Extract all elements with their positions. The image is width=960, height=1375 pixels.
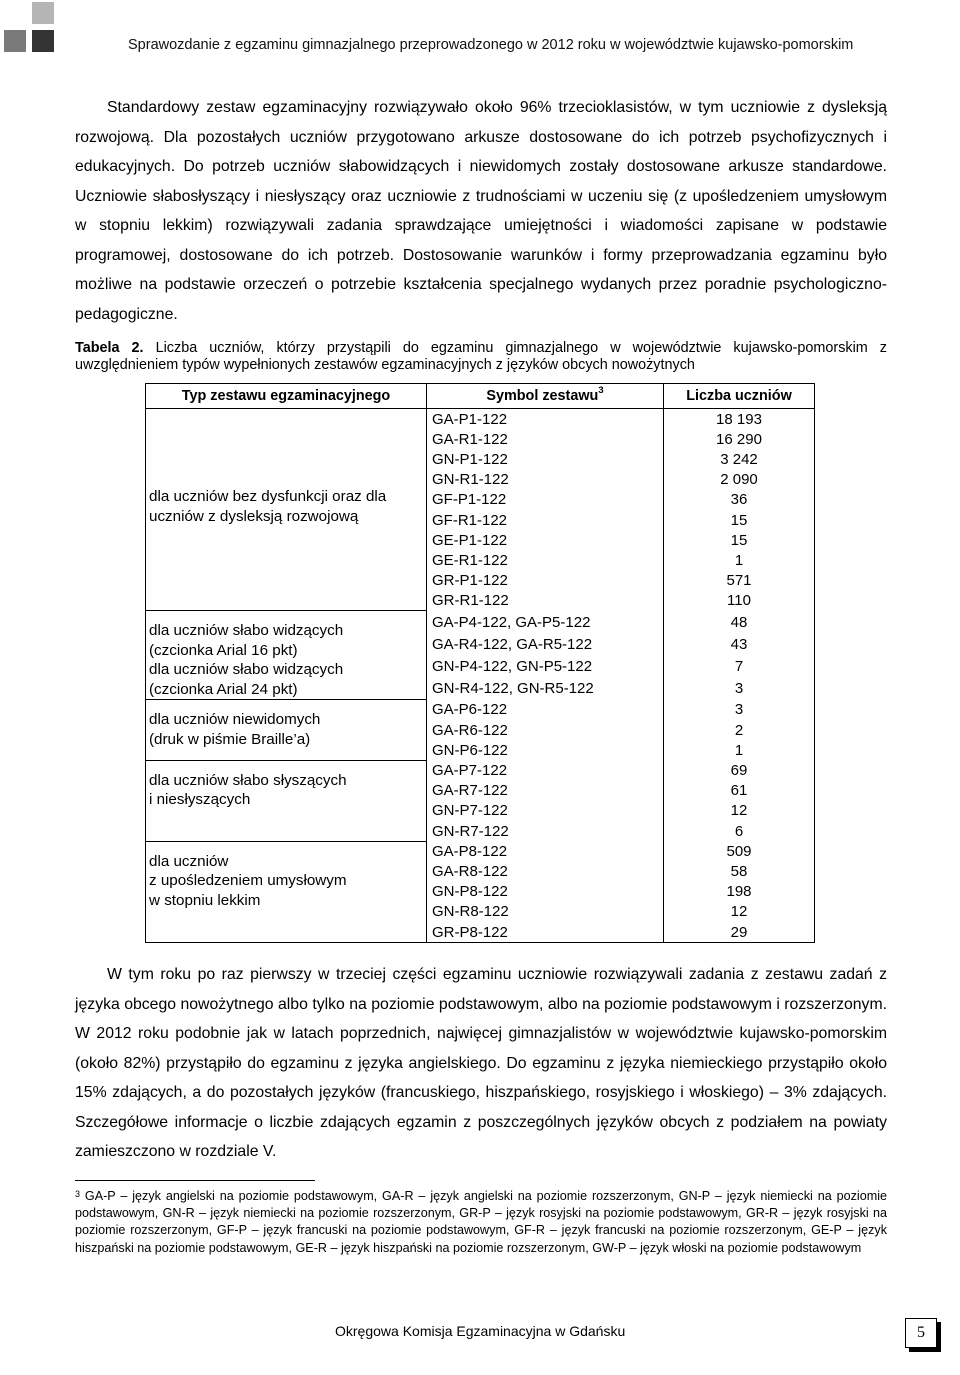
count-cell: 12 <box>664 801 815 821</box>
symbol-cell: GN-P8-122 <box>427 882 664 902</box>
type-cell <box>146 611 427 700</box>
symbol-cell: GA-P1-122 <box>427 409 664 430</box>
intro-paragraph-text: Standardowy zestaw egzaminacyjny rozwiązywało około 96% trzecioklasistów, w tym uczniowie z dysleksją rozwojową. Dla pozostałych uczniów przygotowano arkusze dostosowane do ich potrzeb psychofizycznych i edukacyjnych. Do potrzeb uczniów słabowidzących i niewidomych zostały dostosowane arkusze standardowe. Uczniowie słabosłyszący i niesłyszący oraz uczniowie z trudnościami w uczeniu się (z upośledzeniem umysłowym w stopniu lekkim) rozwiązywali zadania sprawdzające umiejętności i wiadomości zapisane w podstawie programowej, dostosowane do ich potrzeb. Dostosowanie warunków i formy przeprowadzania egzaminu było możliwe na podstawie orzeczeń o potrzebie kształcenia specjalnego wydanych przez poradnie psychologiczno-pedagogiczne. <box>75 99 887 323</box>
symbol-cell: GA-R8-122 <box>427 861 664 881</box>
type-cell-line: (czcionka Arial 16 pkt) <box>149 641 298 659</box>
symbol-cell: GA-R1-122 <box>427 429 664 449</box>
count-cell: 61 <box>664 781 815 801</box>
count-cell: 43 <box>664 633 815 655</box>
table-row <box>146 611 815 633</box>
count-cell: 12 <box>664 902 815 922</box>
type-cell-line: (czcionka Arial 24 pkt) <box>149 680 298 698</box>
table-body <box>146 409 815 943</box>
language-paragraph-text: W tym roku po raz pierwszy w trzeciej części egzaminu uczniowie rozwiązywali zadania z zestawu zadań z języka obcego nowożytnego albo tylko na poziomie podstawowym, albo na poziomie podstawowym i rozszerzonym. W 2012 roku podobnie jak w latach poprzednich, najwięcej gimnazjalistów w województwie kujawsko-pomorskim (około 82%) przystąpiło do egzaminu z języka angielskiego. Do egzaminu z języka niemieckiego przystąpiło około 15% zdających, a do pozostałych języków (francuskiego, hiszpańskiego, rosyjskiego i włoskiego) – 3% zdających. Szczegółowe informacje o liczbie zdających egzamin z poszczególnych języków obcych z podziałem na powiaty zamieszczono w rozdziale V. <box>75 966 887 1160</box>
symbol-cell: GA-P4-122, GA-P5-122 <box>427 611 664 633</box>
type-cell-line: dla uczniów słabo widzących <box>149 622 344 640</box>
count-cell: 16 290 <box>664 429 815 449</box>
type-cell <box>146 760 427 841</box>
type-cell-line: w stopniu lekkim <box>149 891 261 909</box>
type-cell <box>146 409 427 611</box>
symbol-cell: GN-R7-122 <box>427 821 664 841</box>
type-cell-line: dla uczniów <box>149 852 229 870</box>
symbol-cell: GN-R4-122, GN-R5-122 <box>427 678 664 700</box>
symbol-cell: GN-P6-122 <box>427 740 664 760</box>
count-cell: 48 <box>664 611 815 633</box>
type-cell-lines <box>149 621 423 699</box>
count-cell: 571 <box>664 571 815 591</box>
table-row <box>146 700 815 720</box>
type-cell-line: dla uczniów słabo widzących <box>149 661 344 679</box>
count-cell: 29 <box>664 922 815 943</box>
table-header-row <box>146 384 815 409</box>
symbol-cell: GN-P4-122, GN-P5-122 <box>427 655 664 677</box>
symbol-cell: GN-P7-122 <box>427 801 664 821</box>
type-cell-line: (druk w piśmie Braille’a) <box>149 730 311 748</box>
count-cell: 3 242 <box>664 449 815 469</box>
symbol-cell: GR-P1-122 <box>427 571 664 591</box>
page-header-title: Sprawozdanie z egzaminu gimnazjalnego przeprowadzonego w 2012 roku w województwie kujawsko-pomorskim <box>128 37 854 53</box>
count-cell: 18 193 <box>664 409 815 430</box>
table-row <box>146 409 815 430</box>
symbol-cell: GE-R1-122 <box>427 550 664 570</box>
symbol-cell: GF-R1-122 <box>427 510 664 530</box>
count-cell: 2 <box>664 720 815 740</box>
symbol-cell: GN-P1-122 <box>427 449 664 469</box>
count-cell: 3 <box>664 700 815 720</box>
count-cell: 36 <box>664 490 815 510</box>
symbol-cell: GA-R6-122 <box>427 720 664 740</box>
type-cell-line: dla uczniów słabo słyszących <box>149 771 347 789</box>
count-cell: 110 <box>664 591 815 611</box>
page-number: 5 <box>905 1318 937 1348</box>
symbol-cell: GR-P8-122 <box>427 922 664 943</box>
count-cell: 1 <box>664 550 815 570</box>
footer-institution: Okręgowa Komisja Egzaminacyjna w Gdańsku <box>335 1323 626 1339</box>
symbol-cell: GA-P7-122 <box>427 760 664 780</box>
footnote-marker: 3 <box>75 1189 81 1199</box>
footnote-ref: 3 <box>598 385 604 396</box>
symbol-cell: GA-P6-122 <box>427 700 664 720</box>
type-cell-line: dla uczniów bez dysfunkcji oraz dla uczniów z dysleksją rozwojową <box>149 488 387 525</box>
type-cell <box>146 841 427 942</box>
count-cell: 1 <box>664 740 815 760</box>
header-type: Typ zestawu egzaminacyjnego <box>146 384 427 409</box>
symbol-cell: GA-R7-122 <box>427 781 664 801</box>
type-cell-lines <box>149 487 423 526</box>
table-row <box>146 841 815 861</box>
count-cell: 58 <box>664 861 815 881</box>
count-cell: 15 <box>664 510 815 530</box>
type-cell <box>146 700 427 761</box>
count-cell: 15 <box>664 530 815 550</box>
symbol-cell: GN-R1-122 <box>427 470 664 490</box>
count-cell: 198 <box>664 882 815 902</box>
symbol-cell: GA-R4-122, GA-R5-122 <box>427 633 664 655</box>
table-caption-text: Liczba uczniów, którzy przystąpili do egzaminu gimnazjalnego w województwie kujawsko-pomorskim z uwzględnieniem typów wypełnionych zestawów egzaminacyjnych z języków obcych nowożytnych <box>75 340 887 373</box>
count-cell: 509 <box>664 841 815 861</box>
intro-paragraph <box>75 93 887 329</box>
type-cell-lines <box>149 710 423 749</box>
symbol-cell: GN-R8-122 <box>427 902 664 922</box>
footnote-text: GA-P – język angielski na poziomie podstawowym, GA-R – język angielski na poziomie rozszerzonym, GN-P – język niemiecki na poziomie podstawowym, GN-R – język niemiecki na poziomie rozszerzonym, GR-P – język rosyjski na poziomie podstawowym, GR-R – język rosyjski na poziomie rozszerzonym, GF-P – język francuski na poziomie podstawowym, GF-R – język francuski na poziomie rozszerzonym, GE-P – język hiszpański na poziomie podstawowym, GE-R – język hiszpański na poziomie rozszerzonym, GW-P – język włoski na poziomie podstawowym <box>75 1189 888 1255</box>
symbol-cell: GA-P8-122 <box>427 841 664 861</box>
type-cell-line: z upośledzeniem umysłowym <box>149 872 347 890</box>
table-caption <box>75 340 887 374</box>
okeg-logo <box>0 0 60 56</box>
language-paragraph <box>75 960 887 1167</box>
footnote-separator <box>75 1180 315 1181</box>
symbol-cell: GF-P1-122 <box>427 490 664 510</box>
exam-sets-table <box>145 383 815 943</box>
table-row <box>146 760 815 780</box>
type-cell-lines <box>149 852 423 911</box>
type-cell-lines <box>149 771 423 810</box>
table-caption-label: Tabela 2. <box>75 340 144 356</box>
count-cell: 69 <box>664 760 815 780</box>
header-symbol: Symbol zestawu$^3$ <box>427 384 664 409</box>
footnote <box>75 1188 887 1257</box>
header-count: Liczba uczniów <box>664 384 815 409</box>
symbol-cell: GE-P1-122 <box>427 530 664 550</box>
type-cell-line: i niesłyszących <box>149 791 251 809</box>
type-cell-line: dla uczniów niewidomych <box>149 711 321 729</box>
symbol-cell: GR-R1-122 <box>427 591 664 611</box>
count-cell: 2 090 <box>664 470 815 490</box>
count-cell: 6 <box>664 821 815 841</box>
count-cell: 3 <box>664 678 815 700</box>
count-cell: 7 <box>664 655 815 677</box>
